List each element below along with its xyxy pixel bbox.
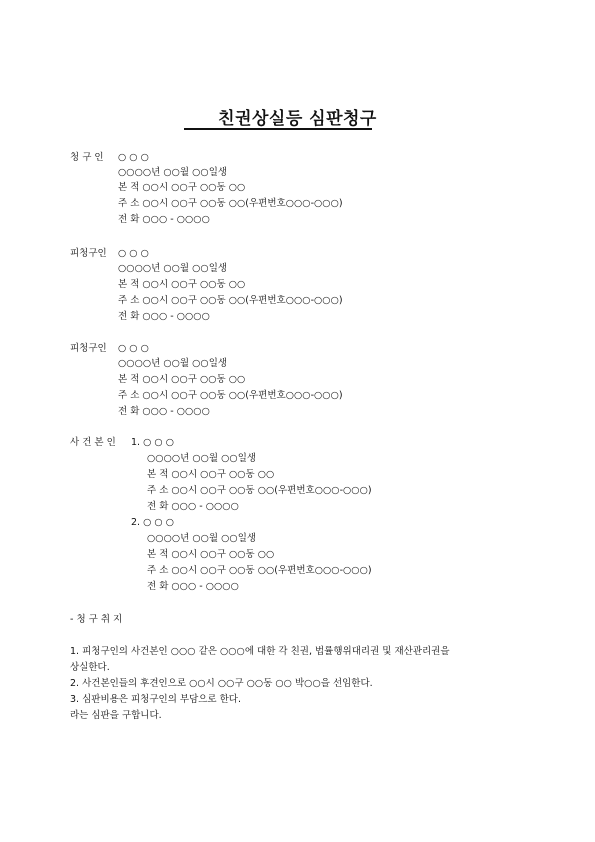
party-phone: 전 화 ○○○ - ○○○○ — [118, 406, 210, 417]
party-address: 주 소 ○○시 ○○구 ○○동 ○○(우편번호○○○-○○○) — [118, 295, 343, 306]
party-label: 피청구인 — [70, 343, 107, 354]
party-name: ○ ○ ○ — [118, 248, 149, 259]
title-underline — [184, 128, 372, 130]
party-address: 주 소 ○○시 ○○구 ○○동 ○○(우편번호○○○-○○○) — [118, 198, 343, 209]
party-name: ○ ○ ○ — [118, 152, 149, 163]
principal-address: 주 소 ○○시 ○○구 ○○동 ○○(우편번호○○○-○○○) — [147, 485, 372, 496]
principal-domicile: 본 적 ○○시 ○○구 ○○동 ○○ — [147, 469, 275, 480]
claim-line: 1. 피청구인의 사건본인 ○○○ 같은 ○○○에 대한 각 친권, 법률행위대리권 및 재산관리권을 — [70, 646, 450, 657]
party-label: 청 구 인 — [70, 152, 104, 163]
principal-birth: ○○○○년 ○○월 ○○일생 — [147, 533, 257, 544]
claim-heading: - 청 구 취 지 — [70, 614, 123, 625]
principal-domicile: 본 적 ○○시 ○○구 ○○동 ○○ — [147, 549, 275, 560]
claim-line: 3. 심판비용은 피청구인의 부담으로 한다. — [70, 694, 241, 705]
principal-address: 주 소 ○○시 ○○구 ○○동 ○○(우편번호○○○-○○○) — [147, 565, 372, 576]
party-birth: ○○○○년 ○○월 ○○일생 — [118, 358, 228, 369]
document-title: 친권상실등 심판청구 — [218, 109, 377, 129]
claim-line: 라는 심판을 구합니다. — [70, 710, 162, 721]
principal-name: 1. ○ ○ ○ — [131, 437, 174, 448]
claim-line: 2. 사건본인들의 후견인으로 ○○시 ○○구 ○○동 ○○ 박○○을 선임한다. — [70, 678, 373, 689]
party-birth: ○○○○년 ○○월 ○○일생 — [118, 167, 228, 178]
party-name: ○ ○ ○ — [118, 343, 149, 354]
claim-line: 상실한다. — [70, 662, 110, 673]
party-phone: 전 화 ○○○ - ○○○○ — [118, 214, 210, 225]
principal-phone: 전 화 ○○○ - ○○○○ — [147, 501, 239, 512]
party-birth: ○○○○년 ○○월 ○○일생 — [118, 263, 228, 274]
principal-label: 사 건 본 인 — [70, 437, 116, 448]
party-phone: 전 화 ○○○ - ○○○○ — [118, 311, 210, 322]
party-domicile: 본 적 ○○시 ○○구 ○○동 ○○ — [118, 279, 246, 290]
principal-birth: ○○○○년 ○○월 ○○일생 — [147, 453, 257, 464]
party-domicile: 본 적 ○○시 ○○구 ○○동 ○○ — [118, 374, 246, 385]
party-label: 피청구인 — [70, 248, 107, 259]
party-address: 주 소 ○○시 ○○구 ○○동 ○○(우편번호○○○-○○○) — [118, 390, 343, 401]
principal-name: 2. ○ ○ ○ — [131, 517, 174, 528]
party-domicile: 본 적 ○○시 ○○구 ○○동 ○○ — [118, 182, 246, 193]
principal-phone: 전 화 ○○○ - ○○○○ — [147, 581, 239, 592]
